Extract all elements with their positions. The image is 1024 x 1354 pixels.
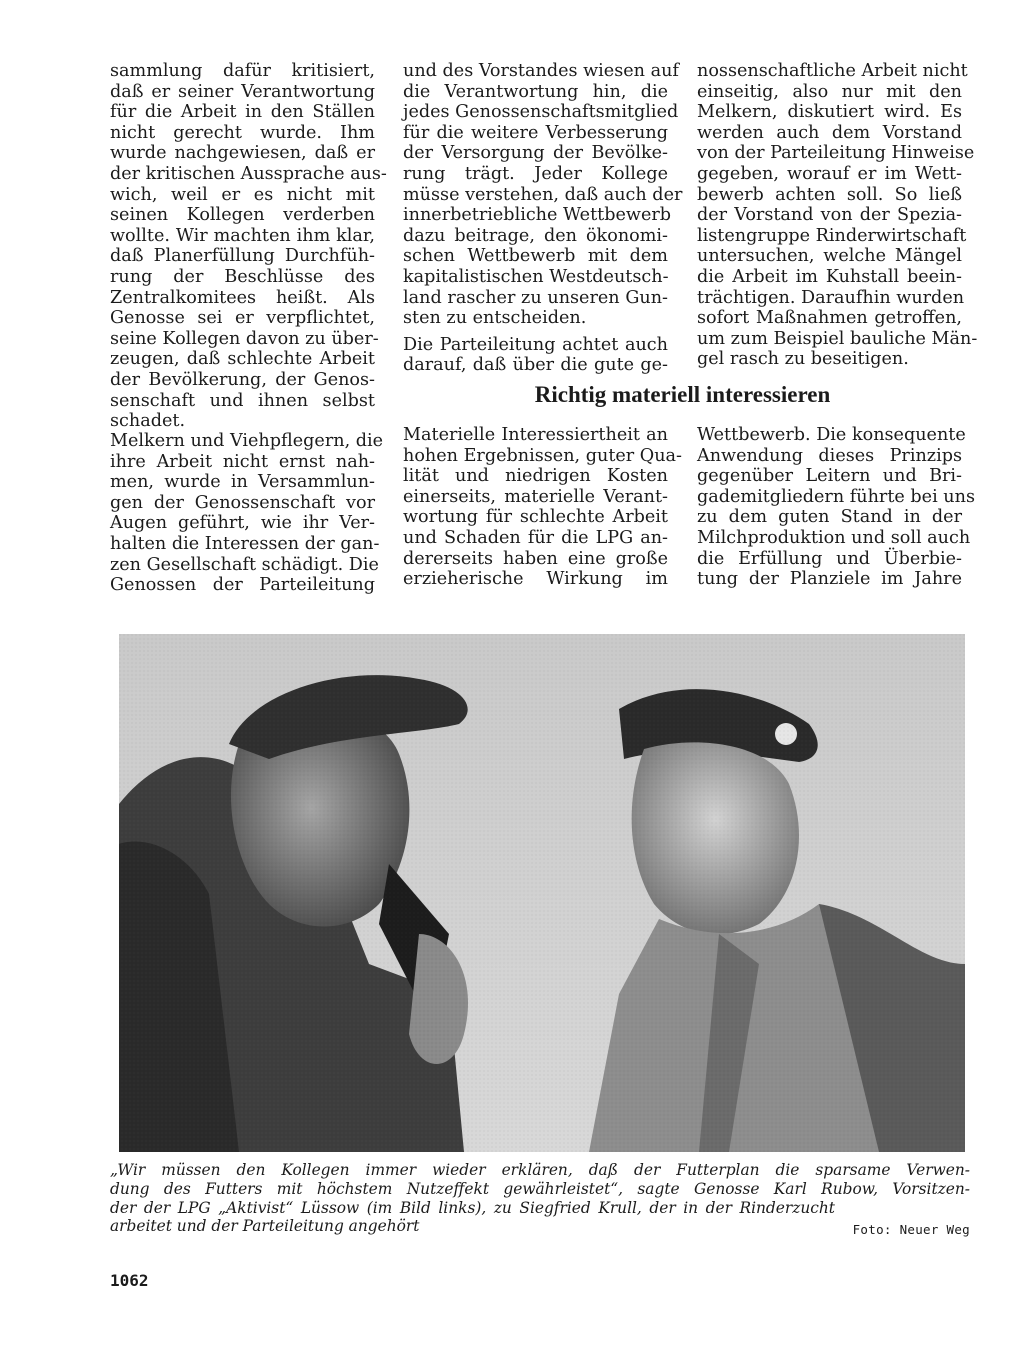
- text-line: werden auch dem Vorstand: [697, 122, 962, 143]
- text-line: Genosse sei er verpflichtet,: [110, 308, 375, 329]
- photo-caption: [110, 1161, 970, 1236]
- text-line: nossenschaftliche Arbeit nicht: [697, 61, 968, 81]
- text-line: sofort Maßnahmen getroffen,: [697, 308, 962, 329]
- text-line: schen Wettbewerb mit dem: [403, 246, 668, 267]
- text-line: innerbetriebliche Wettbewerb: [403, 205, 672, 226]
- paragraph: [403, 425, 682, 590]
- text-line: die Arbeit im Kuhstall beein-: [697, 266, 962, 287]
- text-line: wollte. Wir machten ihm klar,: [110, 225, 375, 246]
- text-line: die Verantwortung hin, die: [403, 81, 668, 102]
- text-line: bewerb achten soll. So ließ: [697, 184, 962, 205]
- text-line: gademitgliedern führte bei uns: [697, 486, 975, 507]
- text-line: nicht gerecht wurde. Ihm: [110, 122, 375, 143]
- text-line: Wettbewerb. Die konsequente: [697, 425, 966, 445]
- photograph: [119, 634, 965, 1152]
- text-line: senschaft und ihnen selbst: [110, 390, 375, 411]
- text-line: der Vorstand von der Spezia-: [697, 205, 962, 226]
- text-line: sten zu entscheiden.: [403, 308, 587, 329]
- text-line: der Versorgung der Bevölke-: [403, 143, 668, 164]
- text-line: daß er seiner Verantwortung: [110, 81, 375, 102]
- text-line: Melkern, diskutiert wird. Es: [697, 102, 962, 123]
- text-line: untersuchen, welche Mängel: [697, 246, 962, 267]
- text-line: und Schaden für die LPG an-: [403, 527, 668, 548]
- section-heading: Richtig materiell interessieren: [534, 382, 831, 407]
- text-line: Anwendung dieses Prinzips: [697, 445, 962, 466]
- text-line: kapitalistischen Westdeutsch-: [403, 266, 669, 287]
- text-line: seinen Kollegen verderben: [110, 205, 375, 226]
- text-line: Zentralkomitees heißt. Als: [110, 287, 375, 308]
- paragraph: [403, 61, 683, 329]
- text-line: Milchproduktion und soll auch: [697, 527, 971, 548]
- text-line: Die Parteileitung achtet auch: [403, 334, 668, 355]
- paragraph: [110, 61, 387, 432]
- text-line: Materielle Interessiertheit an: [403, 425, 668, 445]
- text-line: zu dem guten Stand in der: [697, 507, 962, 528]
- text-line: die Erfüllung und Überbie-: [697, 548, 962, 569]
- text-line: wortung für schlechte Arbeit: [403, 507, 668, 528]
- caption-line: „Wir müssen den Kollegen immer wieder erklären, daß der Futterplan die sparsame Verwen-: [110, 1161, 970, 1179]
- text-line: zen Gesellschaft schädigt. Die: [110, 554, 379, 575]
- text-line: rung trägt. Jeder Kollege: [403, 163, 668, 184]
- text-line: sammlung dafür kritisiert,: [110, 61, 375, 81]
- text-line: und des Vorstandes wiesen auf: [403, 61, 679, 81]
- caption-line: dung des Futters mit höchstem Nutzeffekt gewährleistet“, sagte Genosse Karl Rubow, Vorsitzen-: [110, 1179, 970, 1198]
- text-line: Genossen der Parteileitung: [110, 575, 375, 596]
- text-line: gegeben, worauf er im Wett-: [697, 163, 962, 184]
- text-column-3: [697, 61, 978, 370]
- text-column-1: [110, 61, 387, 432]
- text-line: ihre Arbeit nicht ernst nah-: [110, 451, 375, 472]
- text-line: der Bevölkerung, der Genos-: [110, 369, 375, 390]
- text-line: wurde nachgewiesen, daß er: [110, 143, 375, 164]
- text-line: tung der Planziele im Jahre: [697, 569, 962, 590]
- text-line: daß Planerfüllung Durchfüh-: [110, 246, 375, 267]
- photo-illustration: [119, 634, 965, 1152]
- text-line: einseitig, also nur mit den: [697, 81, 962, 102]
- caption-line: arbeitet und der Parteileitung angehört: [110, 1217, 420, 1236]
- paragraph: [697, 61, 978, 370]
- text-line: erzieherische Wirkung im: [403, 569, 668, 590]
- paragraph: [697, 425, 975, 590]
- text-line: darauf, daß über die gute ge-: [403, 355, 668, 376]
- text-line: hohen Ergebnissen, guter Qua-: [403, 445, 682, 466]
- text-line: listengruppe Rinderwirtschaft: [697, 225, 967, 246]
- photo-credit: Foto: Neuer Weg: [852, 1222, 970, 1237]
- text-line: der kritischen Aussprache aus-: [110, 163, 387, 184]
- text-line: müsse verstehen, daß auch der: [403, 184, 683, 205]
- caption-line: der der LPG „Aktivist“ Lüssow (im Bild links), zu Siegfried Krull, der in der Rinderzucht: [110, 1198, 835, 1217]
- text-line: schadet.: [110, 411, 186, 432]
- text-line: jedes Genossenschaftsmitglied: [403, 102, 679, 123]
- text-line: für die weitere Verbesserung: [403, 122, 668, 143]
- text-column-2: [403, 61, 683, 376]
- text-line: gel rasch zu beseitigen.: [697, 349, 909, 370]
- text-line: dazu beitrage, den ökonomi-: [403, 225, 668, 246]
- paragraph: [403, 335, 668, 376]
- text-line: Melkern und Viehpflegern, die: [110, 431, 384, 451]
- text-line: land rascher zu unseren Gun-: [403, 287, 668, 308]
- text-line: trächtigen. Daraufhin wurden: [697, 287, 965, 308]
- text-line: um zum Beispiel bauliche Män-: [697, 328, 978, 349]
- text-column-6: [697, 425, 975, 590]
- page-number: 1062: [110, 1271, 149, 1290]
- text-line: rung der Beschlüsse des: [110, 266, 375, 287]
- text-line: gegenüber Leitern und Bri-: [697, 466, 962, 487]
- paragraph: [110, 431, 384, 596]
- text-line: zeugen, daß schlechte Arbeit: [110, 349, 375, 370]
- text-line: dererseits haben eine große: [403, 548, 668, 569]
- text-line: halten die Interessen der gan-: [110, 533, 380, 554]
- text-line: für die Arbeit in den Ställen: [110, 102, 375, 123]
- text-line: gen der Genossenschaft vor: [110, 492, 375, 513]
- text-column-5: [403, 425, 682, 590]
- text-line: einerseits, materielle Verant-: [403, 486, 668, 507]
- text-line: von der Parteileitung Hinweise: [697, 143, 975, 164]
- text-line: men, wurde in Versammlun-: [110, 472, 375, 493]
- text-line: Augen geführt, wie ihr Ver-: [110, 513, 375, 534]
- text-line: seine Kollegen davon zu über-: [110, 328, 379, 349]
- text-line: lität und niedrigen Kosten: [403, 466, 668, 487]
- text-line: wich, weil er es nicht mit: [110, 184, 375, 205]
- text-column-4: [110, 431, 384, 596]
